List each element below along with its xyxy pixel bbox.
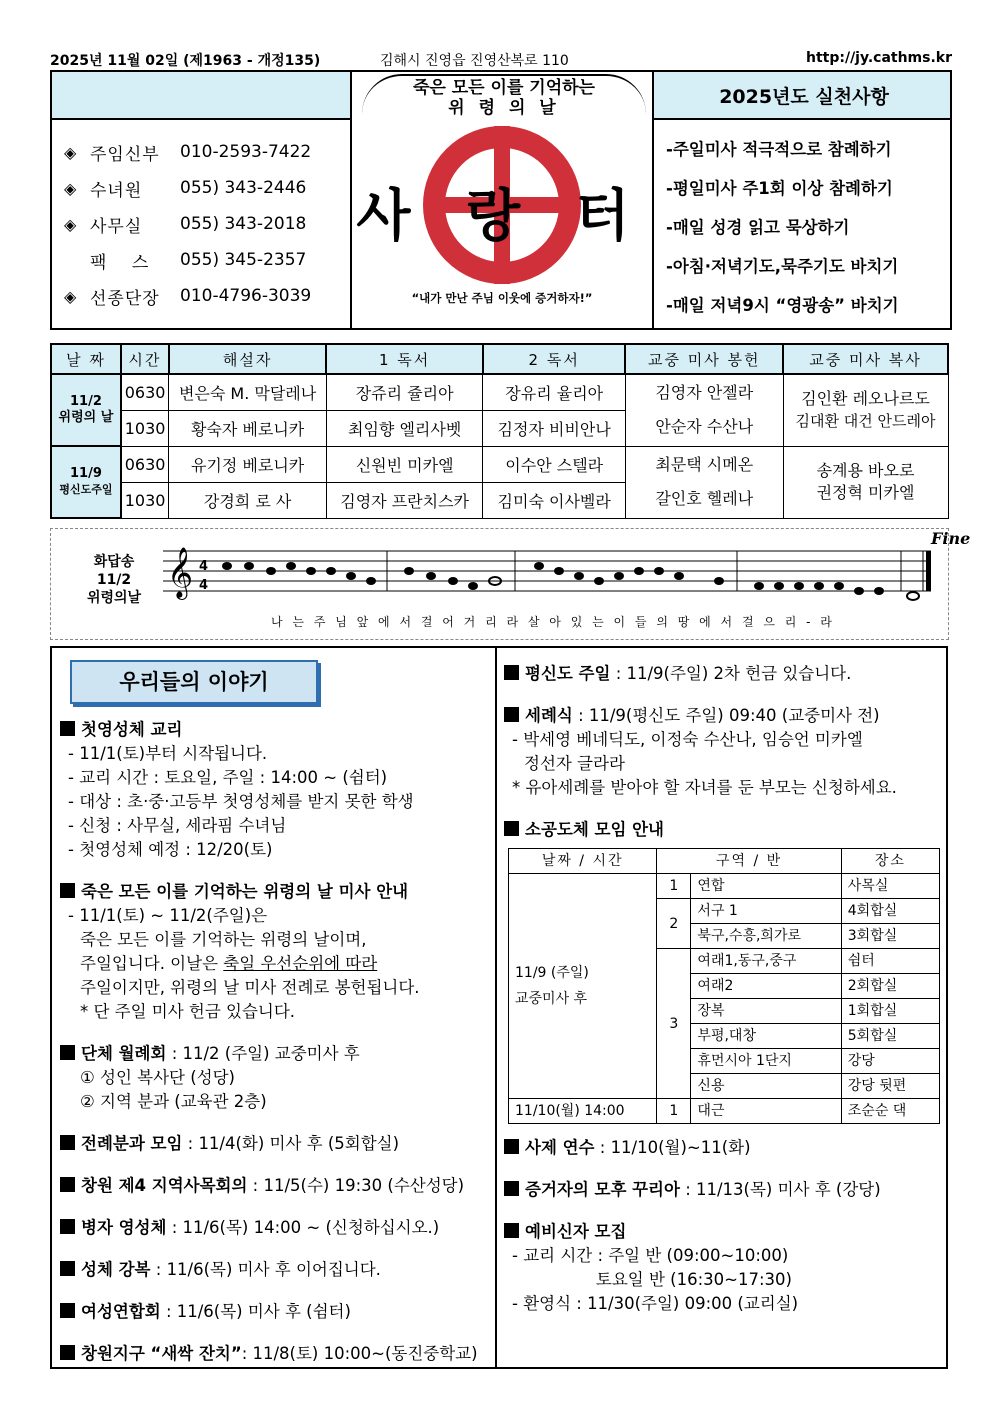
notice-line: * 유아세례를 받아야 할 자녀를 둔 부모는 신청하세요.	[512, 778, 897, 797]
column-header: 해설자	[169, 344, 327, 374]
notice-title: 병자 영성체 : 11/6(목) 14:00 ~ (신청하십시오.)	[60, 1216, 492, 1240]
psalm-label	[69, 553, 159, 607]
server-name: 권정혁 미카엘	[816, 483, 915, 502]
church-address: 김해시 진영읍 진영산복로 110	[380, 53, 569, 69]
column-header: 날짜 / 시간	[509, 849, 657, 874]
notice-line: * 단 주일 미사 헌금 있습니다.	[80, 1002, 296, 1021]
table-row	[51, 374, 948, 410]
reading1-cell: 최임향 엘리사벳	[326, 410, 483, 446]
reading1-cell: 신원빈 미카엘	[326, 446, 483, 482]
notice-line: - 11/1(토)부터 시작됩니다.	[68, 744, 268, 763]
practice-item: -평일미사 주1회 이상 참례하기	[666, 179, 893, 198]
zone-cell: 1	[657, 874, 691, 899]
notice-title: 성체 강복 : 11/6(목) 미사 후 이어집니다.	[60, 1258, 492, 1282]
notice-catechumen	[504, 1220, 948, 1316]
notice-line: - 박세영 베네딕도, 이정숙 수산나, 임승언 미카엘	[512, 730, 863, 749]
psalm-label-line: 11/2	[96, 572, 132, 588]
date-text: 11/2	[69, 394, 102, 409]
svg-text:4: 4	[199, 578, 209, 593]
square-bullet-icon	[504, 1139, 519, 1154]
mass-schedule-table	[50, 343, 949, 519]
notice-all-souls-mass	[60, 880, 492, 1024]
contact-row	[64, 170, 344, 206]
contact-label: 선종단장	[90, 288, 160, 309]
column-header: 시간	[121, 344, 169, 374]
column-header: 1 독서	[326, 344, 483, 374]
square-bullet-icon	[60, 883, 75, 898]
notice-monthly-meeting	[60, 1042, 492, 1114]
square-bullet-icon	[60, 1303, 75, 1318]
square-bullet-icon	[60, 1045, 75, 1060]
offering-cell	[625, 446, 783, 518]
practice-list	[666, 130, 956, 325]
date-text: 11/9	[69, 466, 102, 481]
diamond-icon: ◈	[64, 286, 77, 306]
notice-line: ② 지역 분과 (교육관 2층)	[80, 1092, 267, 1111]
notice-line: - 교리 시간 : 주일 반 (09:00~10:00)	[512, 1246, 789, 1265]
responsorial-psalm	[50, 528, 971, 640]
reading1-cell: 김영자 프란치스카	[326, 482, 483, 518]
music-staff	[163, 543, 933, 603]
zone-cell: 3	[657, 949, 691, 1099]
bulletin-logo-text: 사 랑 터	[356, 183, 648, 249]
commentator-cell: 유기정 베로니카	[169, 446, 327, 482]
section-banner: 우리들의 이야기	[70, 660, 318, 704]
feast-title-line1: 죽은 모든 이를 기억하는	[413, 78, 595, 98]
notice-title: 전례분과 모임 : 11/4(화) 미사 후 (5회합실)	[60, 1132, 492, 1156]
notice-line: - 환영식 : 11/30(주일) 09:00 (교리실)	[512, 1294, 799, 1313]
psalm-label-line: 위령의날	[86, 590, 142, 606]
notice-line: 주일입니다. 이날은 축일 우선순위에 따라	[80, 954, 378, 973]
group-cell: 북구,수흥,희가로	[691, 924, 841, 949]
notice-line: - 대상 : 초·중·고등부 첫영성체를 받지 못한 학생	[68, 792, 414, 811]
reading1-cell: 장쥬리 쥴리아	[326, 374, 483, 410]
group-cell: 부평,대창	[691, 1024, 841, 1049]
right-column	[504, 662, 948, 1334]
announcements-panel	[50, 646, 948, 1369]
contact-label: 사무실	[90, 216, 143, 237]
server-name: 김대환 대건 안드레아	[795, 412, 936, 431]
contact-number: 055) 345-2357	[180, 250, 307, 270]
server-name: 송계용 바오로	[816, 461, 915, 480]
notice-first-communion	[60, 718, 492, 862]
notice-line: - 11/1(토) ~ 11/2(주일)은	[68, 906, 268, 925]
group-cell: 신용	[691, 1074, 841, 1099]
notice-title: 여성연합회 : 11/6(목) 미사 후 (쉼터)	[60, 1300, 492, 1324]
server-cell	[783, 374, 948, 446]
date-subtext: 위령의 날	[58, 410, 114, 425]
practice-item: -주일미사 적극적으로 참례하기	[666, 140, 892, 159]
diamond-icon: ◈	[64, 214, 77, 234]
place-cell: 조순순 댁	[841, 1099, 939, 1124]
feast-title	[362, 74, 646, 118]
place-cell: 5회합실	[841, 1024, 939, 1049]
group-cell: 휴먼시아 1단지	[691, 1049, 841, 1074]
date-subtext: 평신도주일	[59, 483, 113, 496]
table-header-row	[51, 344, 948, 374]
contact-number: 010-2593-7422	[180, 142, 312, 162]
notice-line: 정선자 글라라	[524, 754, 625, 773]
meeting-table	[508, 848, 940, 1124]
notice-title: 사제 연수 : 11/10(월)~11(화)	[504, 1136, 948, 1160]
reading2-cell: 이수안 스텔라	[483, 446, 626, 482]
contact-number: 055) 343-2018	[180, 214, 307, 234]
reading2-cell: 장유리 율리아	[483, 374, 626, 410]
square-bullet-icon	[504, 707, 519, 722]
notice-priest-retreat	[504, 1136, 948, 1160]
contact-row	[64, 206, 344, 242]
notice-title: 증거자의 모후 꾸리아 : 11/13(목) 미사 후 (강당)	[504, 1178, 948, 1202]
commentator-cell: 강경희 로 사	[169, 482, 327, 518]
psalm-label-line: 화답송	[93, 554, 135, 570]
date-cell: 11/10(월) 14:00	[509, 1099, 657, 1124]
reading2-cell: 김정자 비비안나	[483, 410, 626, 446]
left-column	[60, 718, 492, 1384]
column-header: 교중 미사 복사	[783, 344, 948, 374]
notice-title: 세례식 : 11/9(평신도 주일) 09:40 (교중미사 전)	[504, 704, 948, 728]
notice-line: 주일이지만, 위령의 날 미사 전례로 봉헌됩니다.	[80, 978, 420, 997]
offering-name: 안순자 수산나	[655, 417, 754, 437]
feast-title-line2: 위 령 의 날	[448, 98, 560, 118]
contact-label: 팩 스	[90, 252, 159, 273]
notice-title: 예비신자 모집	[504, 1220, 948, 1244]
notice-line: - 교리 시간 : 토요일, 주일 : 14:00 ~ (쉼터)	[68, 768, 388, 787]
notice-sick-communion	[60, 1216, 492, 1240]
server-name: 김인환 레오나르도	[801, 389, 930, 409]
practice-item: -아침·저녁기도,묵주기도 바치기	[666, 257, 899, 276]
contact-list	[64, 134, 344, 314]
place-cell: 사목실	[841, 874, 939, 899]
contact-label: 주임신부	[90, 144, 160, 165]
table-row	[509, 1099, 940, 1124]
notice-line: - 첫영성체 예정 : 12/20(토)	[68, 840, 273, 859]
place-cell: 2회합실	[841, 974, 939, 999]
svg-text:𝄞: 𝄞	[167, 547, 194, 598]
square-bullet-icon	[60, 1219, 75, 1234]
notice-title: 죽은 모든 이를 기억하는 위령의 날 미사 안내	[60, 880, 492, 904]
commentator-cell: 변은숙 M. 막달레나	[169, 374, 327, 410]
group-cell: 연합	[691, 874, 841, 899]
time-cell: 1030	[121, 482, 169, 518]
notice-title: 첫영성체 교리	[60, 718, 492, 742]
offering-name: 최문택 시메온	[655, 455, 754, 474]
square-bullet-icon	[60, 1261, 75, 1276]
date-cell	[51, 374, 121, 446]
place-cell: 강당	[841, 1049, 939, 1074]
offering-name: 갈인호 헬레나	[655, 489, 754, 508]
time-cell: 1030	[121, 410, 169, 446]
fine-mark: Fine	[931, 529, 971, 548]
notice-line: - 신청 : 사무실, 세라핌 수녀님	[68, 816, 287, 835]
website-link[interactable]: http://jy.cathms.kr	[805, 50, 952, 66]
column-divider	[495, 648, 497, 1367]
notice-baptism	[504, 704, 948, 800]
date-cell: 11/9 (주일) 교중미사 후	[509, 874, 657, 1099]
notice-sprout-festival	[60, 1342, 492, 1366]
notice-laity-sunday	[504, 662, 948, 686]
square-bullet-icon	[60, 1177, 75, 1192]
notice-line: 토요일 반 (16:30~17:30)	[512, 1270, 792, 1289]
contact-row	[64, 278, 344, 314]
square-bullet-icon	[60, 1345, 75, 1360]
underlined-text: 축일 우선순위에 따라	[223, 954, 378, 973]
place-cell: 강당 뒷편	[841, 1074, 939, 1099]
group-cell: 여래2	[691, 974, 841, 999]
practice-item: -매일 저녁9시 “영광송” 바치기	[666, 296, 899, 315]
notice-small-community	[504, 818, 948, 1124]
table-row	[51, 446, 948, 482]
place-cell: 1회합실	[841, 999, 939, 1024]
column-header: 교중 미사 봉헌	[625, 344, 783, 374]
time-cell: 0630	[121, 374, 169, 410]
contact-number: 010-4796-3039	[180, 286, 312, 306]
motto: “내가 만난 주님 이웃에 증거하자!”	[411, 291, 593, 305]
square-bullet-icon	[504, 665, 519, 680]
bulletin-header	[50, 70, 952, 330]
issue-info-bar	[50, 50, 952, 72]
square-bullet-icon	[60, 721, 75, 736]
group-cell: 여래1,동구,중구	[691, 949, 841, 974]
date-cell	[51, 446, 121, 518]
server-cell	[783, 446, 948, 518]
notice-title: 창원지구 “새싹 잔치”: 11/8(토) 10:00~(동진중학교)	[60, 1342, 492, 1366]
column-header: 구역 / 반	[657, 849, 841, 874]
contact-label: 수녀원	[90, 180, 143, 201]
practice-item: -매일 성경 읽고 묵상하기	[666, 218, 850, 237]
notice-curia	[504, 1178, 948, 1202]
zone-cell: 2	[657, 899, 691, 949]
notice-regional-council	[60, 1174, 492, 1198]
logo-panel	[350, 72, 654, 328]
commentator-cell: 황숙자 베로니카	[169, 410, 327, 446]
practice-title: 2025년도 실천사항	[719, 86, 889, 108]
place-cell: 쉼터	[841, 949, 939, 974]
notice-title: 소공도체 모임 안내	[504, 818, 948, 842]
contact-row	[64, 134, 344, 170]
diamond-icon: ◈	[64, 178, 77, 198]
zone-cell: 1	[657, 1099, 691, 1124]
psalm-lyrics: 나 는 주 님 앞 에 서 걸 어 거 리 라 살 아 있 는 이 들 의 땅 에 서 걸 으 리 - 라	[271, 615, 835, 629]
notice-liturgy-meeting	[60, 1132, 492, 1156]
diamond-icon: ◈	[64, 142, 77, 162]
notice-line: ① 성인 복사단 (성당)	[80, 1068, 235, 1087]
offering-cell	[625, 374, 783, 446]
group-cell: 장복	[691, 999, 841, 1024]
svg-text:4: 4	[199, 559, 209, 574]
column-header: 2 독서	[483, 344, 626, 374]
table-row	[509, 874, 940, 899]
notice-title: 창원 제4 지역사목회의 : 11/5(수) 19:30 (수산성당)	[60, 1174, 492, 1198]
table-header-row	[509, 849, 940, 874]
place-cell: 4회합실	[841, 899, 939, 924]
notice-women-association	[60, 1300, 492, 1324]
square-bullet-icon	[504, 1223, 519, 1238]
place-cell: 3회합실	[841, 924, 939, 949]
time-cell: 0630	[121, 446, 169, 482]
notice-title: 평신도 주일 : 11/9(주일) 2차 헌금 있습니다.	[504, 662, 948, 686]
square-bullet-icon	[504, 821, 519, 836]
contact-number: 055) 343-2446	[180, 178, 307, 198]
contact-row	[64, 242, 344, 278]
reading2-cell: 김미숙 이사벨라	[483, 482, 626, 518]
notice-title: 단체 월례회 : 11/2 (주일) 교중미사 후	[60, 1042, 492, 1066]
issue-date: 2025년 11월 02일 (제1963 - 개정135)	[50, 53, 321, 69]
square-bullet-icon	[60, 1135, 75, 1150]
column-header: 장소	[841, 849, 939, 874]
offering-name: 김영자 안젤라	[655, 383, 754, 403]
group-cell: 서구 1	[691, 899, 841, 924]
column-header: 날 짜	[51, 344, 121, 374]
square-bullet-icon	[504, 1181, 519, 1196]
group-cell: 대근	[691, 1099, 841, 1124]
notice-line: 죽은 모든 이를 기억하는 위령의 날이며,	[80, 930, 367, 949]
notice-benediction	[60, 1258, 492, 1282]
